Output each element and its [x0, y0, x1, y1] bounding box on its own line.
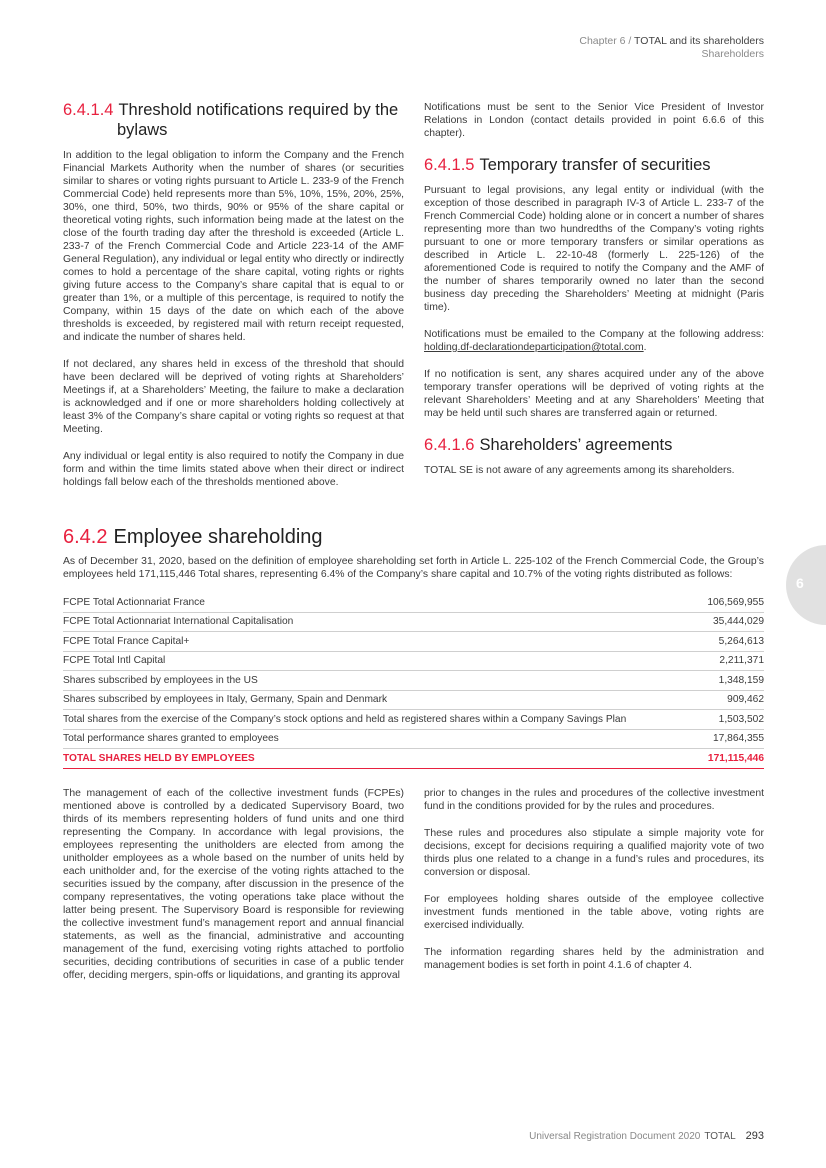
- paragraph: For employees holding shares outside of the employee collective investment funds mentioned in the table above, voting rights are exercised individually.: [424, 894, 764, 931]
- chapter-side-tab: [786, 545, 826, 625]
- table-row: [63, 612, 764, 632]
- table-row: [63, 729, 764, 749]
- row-value: 106,569,955: [700, 593, 764, 612]
- heading-title: Employee shareholding: [113, 526, 323, 548]
- heading-6414: [63, 100, 404, 140]
- heading-number: 6.4.2: [63, 526, 108, 548]
- page-footer: [529, 1130, 764, 1142]
- bottom-left-column: [63, 787, 404, 994]
- table-total-row: [63, 749, 764, 769]
- section-name: Shareholders: [701, 48, 764, 60]
- paragraph: Any individual or legal entity is also required to notify the Company in due form and within the time limits stated above when their direct or indirect holdings fall below each of the thresholds mentioned above.: [63, 451, 404, 488]
- row-label: FCPE Total France Capital+: [63, 632, 700, 652]
- paragraph: The information regarding shares held by the administration and management bodies is set forth in point 4.1.6 of chapter 4.: [424, 947, 764, 971]
- paragraph: If not declared, any shares held in excess of the threshold that should have been declared will be deprived of voting rights at Shareholders’ Meetings if, at a Shareholders’ Meeting, the failure to make a declaration is acknowledged and if one or more shareholders holding collectively at least 3% of the Company’s share capital or voting rights so request at that Meeting.: [63, 359, 404, 435]
- table-row: [63, 632, 764, 652]
- paragraph-text: Notifications must be emailed to the Company at the following address:: [424, 329, 764, 340]
- row-label: FCPE Total Intl Capital: [63, 651, 700, 671]
- heading-number: 6.4.1.4: [63, 101, 114, 119]
- footer-brand: TOTAL: [704, 1131, 736, 1142]
- row-value: 2,211,371: [700, 651, 764, 671]
- total-label: TOTAL SHARES HELD BY EMPLOYEES: [63, 749, 700, 769]
- bottom-right-column: [424, 787, 764, 984]
- heading-6415: [424, 155, 764, 175]
- heading-title: Shareholders’ agreements: [479, 436, 673, 454]
- paragraph: The management of each of the collective investment funds (FCPEs) mentioned above is controlled by a dedicated Supervisory Board, two thirds of its members representing holders of fund units and one third representing the Company. In accordance with legal provisions, the employees representing the unitholders are elected from among the unitholder employees as a whole based on the number of units held by each unitholder and, for the exercise of the voting rights attached to the securities issued by the company, after discussion in the presence of the company representatives, the voting operations take place without the latter being present. The Supervisory Board is responsible for reviewing the collective investment fund’s management report and annual financial statements, as well as the financial, administrative and accounting management of the fund, exercising voting rights attached to portfolio securities, deciding contributions of securities in case of a public tender offer, deciding mergers, spin-offs or liquidations, and granting its approval: [63, 788, 404, 981]
- heading-number: 6.4.1.5: [424, 156, 475, 174]
- right-column-top: [424, 101, 764, 489]
- row-value: 909,462: [700, 690, 764, 710]
- paragraph: TOTAL SE is not aware of any agreements among its shareholders.: [424, 465, 735, 476]
- row-value: 1,348,159: [700, 671, 764, 691]
- paragraph: These rules and procedures also stipulate a simple majority vote for decisions, except for decisions requiring a qualified majority vote of two thirds plus one related to a change in a fund’s rules and procedures, its conversion or disposal.: [424, 828, 764, 878]
- table-row: [63, 690, 764, 710]
- row-value: 1,503,502: [700, 710, 764, 730]
- paragraph: If no notification is sent, any shares acquired under any of the above temporary transfer operations will be deprived of voting rights at the relevant Shareholders’ Meeting and at any Shareholders’ Meeting that may be held until such shares are transferred again or returned.: [424, 369, 764, 419]
- section-6414: [63, 100, 404, 501]
- paragraph: In addition to the legal obligation to inform the Company and the French Financial Markets Authority when the number of shares (or securities similar to shares or voting rights pursuant to Article L. 233-9 of the French Commercial Code) held represents more than 5%, 10%, 15%, 20%, 25%, 30%, one third, 50%, two thirds, 90% or 95% of the share capital or theoretical voting rights, such information being made at the latest on the close of the fourth trading day after the threshold is exceeded (Article L. 233-7 of the French Commercial Code and Article 223-14 of the AMF General Regulation), any individual or legal entity who directly or indirectly comes to hold a percentage of the share capital, voting rights or rights giving future access to the Company’s share capital that is equal to or greater than 1%, or a multiple of this percentage, is required to notify the Company, within 15 days of the date on which each of the above thresholds is exceeded, by registered mail with return receipt requested, and indicate the number of shares held.: [63, 150, 404, 343]
- row-value: 5,264,613: [700, 632, 764, 652]
- chapter-number: Chapter 6: [579, 35, 626, 47]
- paragraph: [424, 328, 764, 354]
- row-value: 35,444,029: [700, 612, 764, 632]
- table-row: [63, 651, 764, 671]
- row-label: FCPE Total Actionnariat International Capitalisation: [63, 612, 700, 632]
- footer-document-title: Universal Registration Document 2020: [529, 1131, 701, 1142]
- table-row: [63, 671, 764, 691]
- row-label: Total shares from the exercise of the Company’s stock options and held as registered shares within a Company Savings Plan: [63, 710, 700, 730]
- heading-title: Threshold notifications required by the bylaws: [117, 101, 399, 139]
- paragraph: prior to changes in the rules and procedures of the collective investment fund in the conditions provided for by the rules and procedures.: [424, 788, 764, 812]
- total-value: 171,115,446: [700, 749, 764, 769]
- employee-shares-table-wrapper: [63, 593, 764, 769]
- heading-642: [63, 525, 764, 549]
- chapter-title: TOTAL and its shareholders: [634, 35, 764, 47]
- page-header: Chapter 6 / TOTAL and its shareholders Shareholders: [579, 35, 764, 60]
- page-number: 293: [745, 1130, 764, 1142]
- row-label: Shares subscribed by employees in Italy, Germany, Spain and Denmark: [63, 690, 700, 710]
- heading-number: 6.4.1.6: [424, 436, 475, 454]
- paragraph: Notifications must be sent to the Senior Vice President of Investor Relations in London (contact details provided in point 6.6.6 of this chapter).: [424, 102, 764, 139]
- chapter-tab-number: 6: [796, 575, 804, 591]
- section-642: [63, 525, 764, 593]
- employee-shares-table: [63, 593, 764, 769]
- row-label: Shares subscribed by employees in the US: [63, 671, 700, 691]
- email-link[interactable]: holding.df-declarationdeparticipation@total.com: [424, 342, 644, 353]
- table-row: [63, 593, 764, 612]
- paragraph: Pursuant to legal provisions, any legal entity or individual (with the exception of those described in paragraph IV-3 of Article L. 233-7 of the French Commercial Code) holding alone or in concert a number of shares representing more than two hundredths of the Company’s voting rights pursuant to one or more temporary transfers or similar operations as described in Article L. 22-10-48 (formerly L. 225-126) of the aforementioned Code is required to notify the Company and the AMF of the number of shares temporarily owned no later than the second business day preceding the Shareholders’ Meeting at midnight (Paris time).: [424, 185, 764, 313]
- paragraph-end: .: [643, 342, 647, 353]
- row-value: 17,864,355: [700, 729, 764, 749]
- intro-paragraph: As of December 31, 2020, based on the definition of employee shareholding set forth in Article L. 225-102 of the French Commercial Code, the Group’s employees held 171,115,446 Total shares, representing 6.4% of the Company’s share capital and 10.7% of the voting rights distributed as follows:: [63, 556, 764, 580]
- table-row: [63, 710, 764, 730]
- row-label: FCPE Total Actionnariat France: [63, 593, 700, 612]
- heading-6416: [424, 435, 764, 455]
- row-label: Total performance shares granted to employees: [63, 729, 700, 749]
- heading-title: Temporary transfer of securities: [479, 156, 711, 174]
